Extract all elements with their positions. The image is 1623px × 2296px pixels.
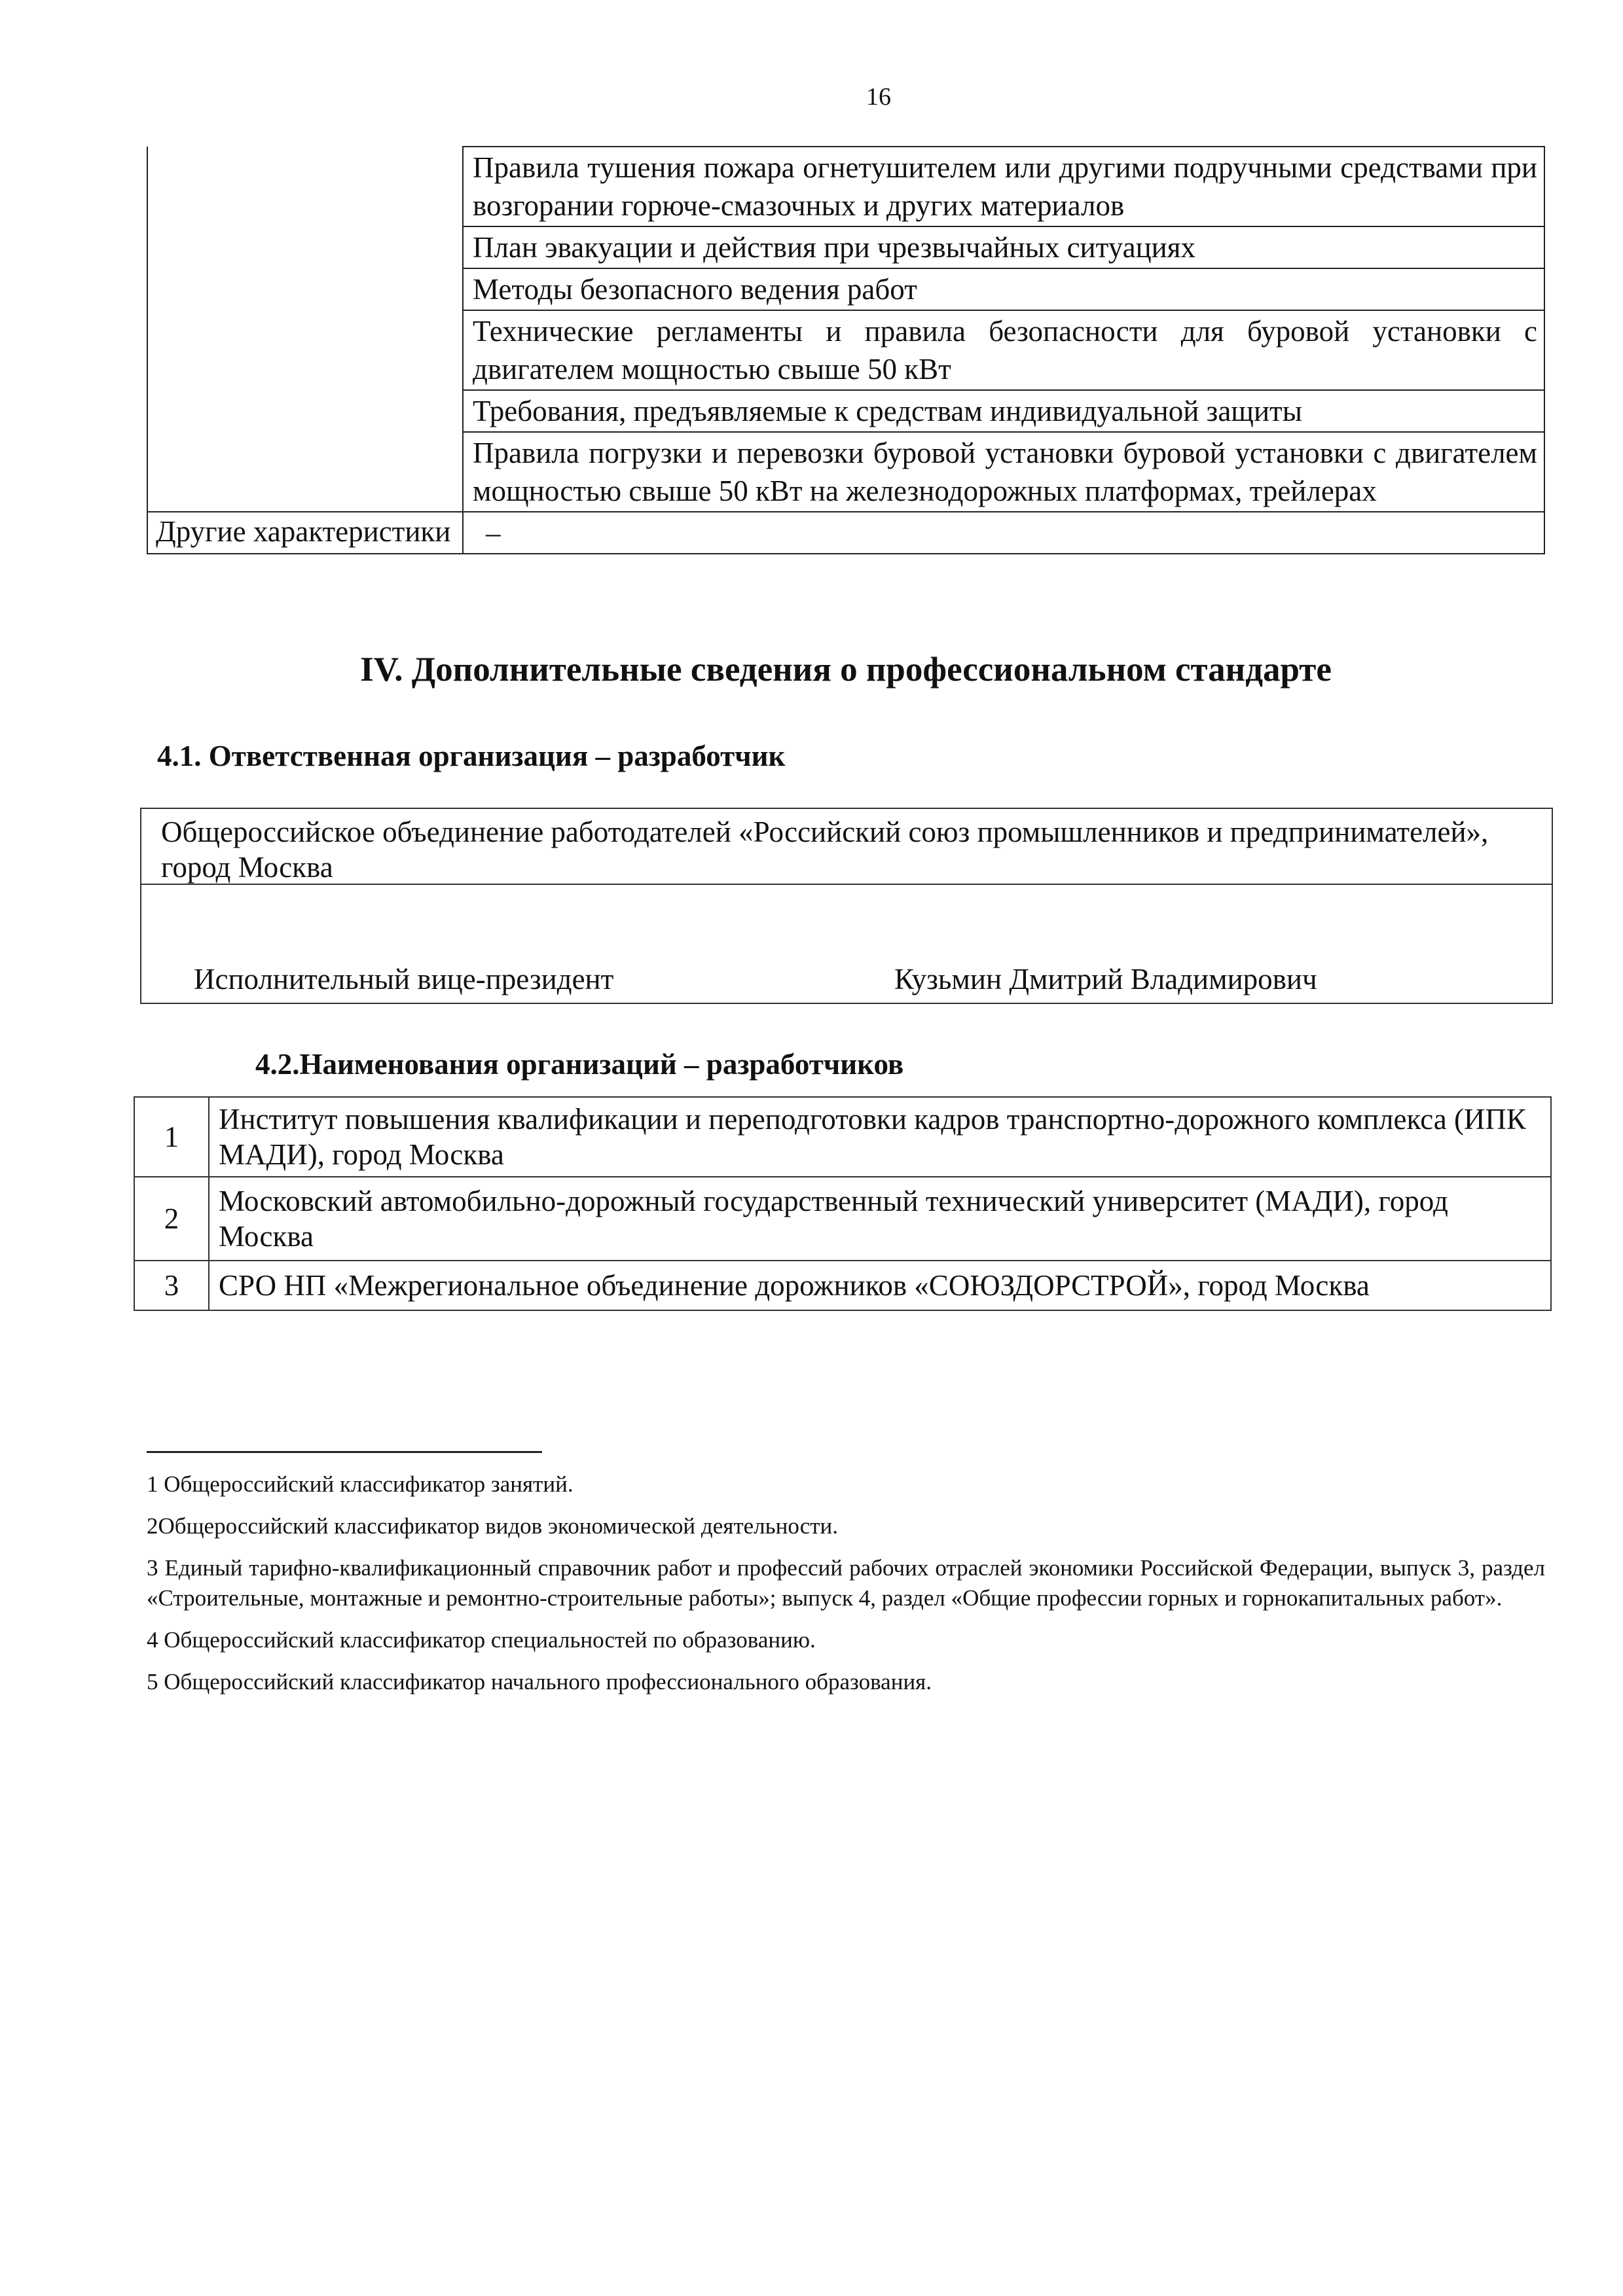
footnote: 1 Общероссийский классификатор занятий. [147, 1471, 574, 1497]
responsible-org-name: Общероссийское объединение работодателей «Российский союз промышленников и предпринимателей», город Москва [141, 809, 1552, 885]
footnote-divider [147, 1451, 542, 1453]
table-row [134, 1097, 1551, 1177]
footnotes [147, 1469, 1545, 1709]
signer-name: Кузьмин Дмитрий Владимирович [894, 963, 1317, 996]
requirement-cell: Технические регламенты и правила безопасности для буровой установки с двигателем мощностью свыше 50 кВт [463, 310, 1544, 390]
section-title: IV. Дополнительные сведения о профессиональном стандарте [360, 651, 1332, 689]
requirement-cell: Требования, предъявляемые к средствам индивидуальной защиты [463, 390, 1544, 432]
responsible-org-box [140, 808, 1553, 1004]
responsible-org-heading: 4.1. Ответственная организация – разработчик [157, 740, 786, 772]
requirement-cell: Методы безопасного ведения работ [463, 268, 1544, 310]
requirement-cell: Правила тушения пожара огнетушителем или другими подручными средствами при возгорании горюче-смазочных и других материалов [463, 147, 1544, 226]
other-characteristics-value: – [463, 512, 1544, 554]
table-row [147, 512, 1544, 554]
developer-name: Институт повышения квалификации и переподготовки кадров транспортно-дорожного комплекса (ИПК МАДИ), город Москва [209, 1097, 1551, 1177]
developer-number: 1 [134, 1097, 209, 1177]
requirement-cell: План эвакуации и действия при чрезвычайных ситуациях [463, 226, 1544, 268]
signer-row [141, 885, 1552, 1003]
empty-left-cell [147, 147, 463, 512]
table-row [147, 147, 1544, 226]
developer-name: СРО НП «Межрегиональное объединение дорожников «СОЮЗДОРСТРОЙ», город Москва [209, 1261, 1551, 1310]
developers-heading: 4.2.Наименования организаций – разработчиков [255, 1048, 904, 1081]
requirements-table [147, 146, 1545, 554]
developers-table [134, 1096, 1552, 1311]
other-characteristics-label: Другие характеристики [147, 512, 463, 554]
footnote: 5 Общероссийский классификатор начального профессионального образования. [147, 1669, 932, 1695]
footnote: 3 Единый тарифно-квалификационный справочник работ и профессий рабочих отраслей экономики Российской Федерации, выпуск 3, раздел «Строительные, монтажные и ремонтно-строительные работы»; выпуск 4, раздел «Общие профессии горных и горнокапитальных работ». [147, 1555, 1545, 1611]
table-row [134, 1177, 1551, 1261]
developer-number: 3 [134, 1261, 209, 1310]
developer-name: Московский автомобильно-дорожный государственный технический университет (МАДИ), город Москва [209, 1177, 1551, 1261]
page-number: 16 [866, 83, 891, 111]
requirement-cell: Правила погрузки и перевозки буровой установки буровой установки с двигателем мощностью свыше 50 кВт на железнодорожных платформах, трейлерах [463, 432, 1544, 512]
footnote: 2Общероссийский классификатор видов экономической деятельности. [147, 1513, 839, 1539]
signer-position: Исполнительный вице-президент [194, 963, 614, 996]
footnote: 4 Общероссийский классификатор специальностей по образованию. [147, 1627, 816, 1653]
developer-number: 2 [134, 1177, 209, 1261]
table-row [134, 1261, 1551, 1310]
